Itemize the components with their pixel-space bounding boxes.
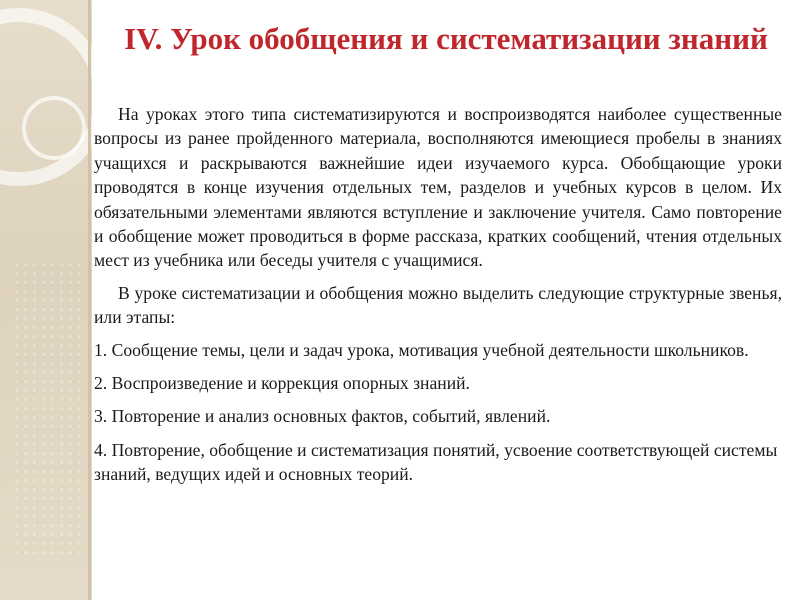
list-item: 2. Воспроизведение и коррекция опорных знаний. [94, 373, 470, 394]
list-item: 3. Повторение и анализ основных фактов, событий, явлений. [94, 406, 551, 427]
decorative-ring-small [22, 96, 86, 160]
slide-title: IV. Урок обобщения и систематизации знаний [124, 21, 768, 56]
decorative-divider [88, 0, 91, 600]
list-item: 4. Повторение, обобщение и систематизация понятий, усвоение соответствующей системы знаний, ведущих идей и основных теорий. [94, 439, 778, 485]
decorative-dot-pattern [12, 260, 82, 560]
list-item: 1. Сообщение темы, цели и задач урока, мотивация учебной деятельности школьников. [94, 339, 749, 360]
stages-intro-paragraph: В уроке систематизации и обобщения можно выделить следующие структурные звенья, или этапы: [94, 282, 782, 328]
intro-paragraph: На уроках этого типа систематизируются и воспроизводятся наиболее существенные вопросы из ранее пройденного материала, восполняются имеющиеся пробелы в знаниях учащихся и раскрываются важнейшие идеи изучаемого курса. Обобщающие уроки проводятся в конце изучения отдельных тем, разделов и учебных курсов в целом. Их обязательными элементами являются вступление и заключение учителя. Само повторение и обобщение может проводиться в форме рассказа, кратких сообщений, чтения отдельных мест из учебника или беседы учителя с учащимися. [94, 104, 782, 271]
decorative-side-panel [0, 0, 92, 600]
slide-content [94, 102, 782, 496]
